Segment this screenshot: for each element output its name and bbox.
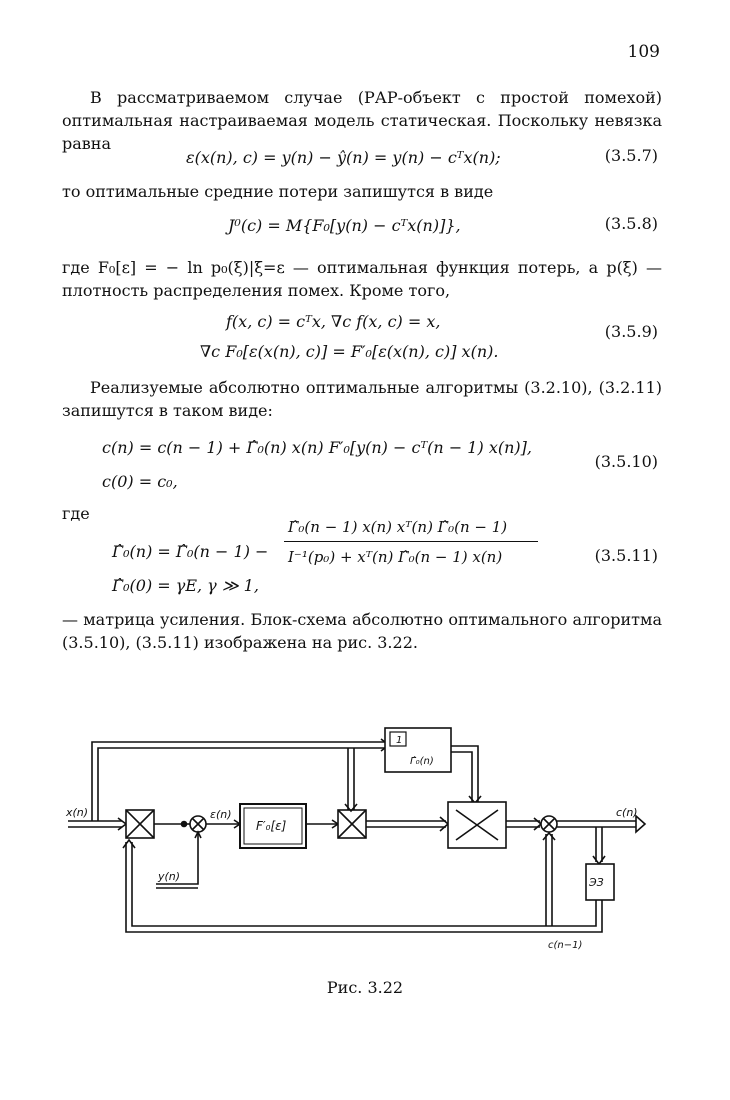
equation-3-5-7: ε(x(n), c) = y(n) − ŷ(n) = y(n) − cᵀx(n); xyxy=(186,148,501,167)
paragraph-4: Реализуемые абсолютно оптимальные алгоритмы (3.2.10), (3.2.11) запишутся в таком виде: xyxy=(62,378,662,420)
label-x-input: x(n) xyxy=(66,806,89,819)
equation-3-5-9-line2: ∇c F₀[ε(x(n), c)] = F′₀[ε(x(n), c)] x(n). xyxy=(200,342,499,361)
equation-3-5-9-line1: f(x, c) = cᵀx, ∇c f(x, c) = x, xyxy=(226,312,441,331)
fraction-bar xyxy=(284,541,538,542)
equation-3-5-8: J⁰(c) = M{F₀[y(n) − cᵀx(n)]}, xyxy=(228,216,461,235)
paragraph-6: — матрица усиления. Блок-схема абсолютно оптимального алгоритма (3.5.10), (3.5.11) изображена на рис. 3.22. xyxy=(62,610,662,652)
page-number: 109 xyxy=(627,42,660,62)
equation-3-5-11-lhs: Γ̂₀(n) = Γ̂₀(n − 1) − xyxy=(112,542,269,561)
equation-number-3-5-11: (3.5.11) xyxy=(594,546,658,565)
figure-caption: Рис. 3.22 xyxy=(326,978,404,997)
equation-3-5-11-denominator: I⁻¹(p₀) + xᵀ(n) Γ̂₀(n − 1) x(n) xyxy=(288,548,503,566)
label-c-prev: c(n−1) xyxy=(548,940,583,951)
equation-3-5-11-line2: Γ̂₀(0) = γE, γ ≫ 1, xyxy=(112,576,259,595)
block-diagram xyxy=(60,712,670,967)
c-output-line xyxy=(557,821,640,827)
equation-3-5-10-line2: c(0) = c₀, xyxy=(102,472,178,491)
paragraph-1: В рассматриваемом случае (РАР-объект с простой помехой) оптимальная настраиваемая модель статическая. Поскольку невязка равна xyxy=(62,88,662,153)
label-epsilon: ε(n) xyxy=(210,808,232,821)
equation-number-3-5-9: (3.5.9) xyxy=(604,322,658,341)
equation-3-5-11-numerator: Γ̂₀(n − 1) x(n) xᵀ(n) Γ̂₀(n − 1) xyxy=(288,518,508,536)
label-y-input: y(n) xyxy=(158,870,181,883)
label-one: 1 xyxy=(396,735,403,746)
paragraph-3: где F₀[ε] = − ln p₀(ξ)|ξ=ε — оптимальная функция потерь, а p(ξ) — плотность распределения помех. Кроме того, xyxy=(62,258,662,300)
label-loss-function: F′₀[ε] xyxy=(256,819,287,833)
equation-number-3-5-7: (3.5.7) xyxy=(604,146,658,165)
x-input-line xyxy=(68,821,122,827)
equation-number-3-5-10: (3.5.10) xyxy=(594,452,658,471)
label-c-output: c(n) xyxy=(616,806,638,819)
paragraph-5: где xyxy=(62,504,90,523)
equation-number-3-5-8: (3.5.8) xyxy=(604,214,658,233)
equation-3-5-10-line1: c(n) = c(n − 1) + Γ̂₀(n) x(n) F′₀[y(n) − cᵀ(n − 1) x(n)], xyxy=(102,438,532,457)
label-gamma: Γ̂₀(n) xyxy=(410,756,434,767)
x-branch-top xyxy=(92,742,385,821)
paragraph-2: то оптимальные средние потери запишутся в виде xyxy=(62,182,494,201)
label-delay: ЭЗ xyxy=(589,876,604,889)
